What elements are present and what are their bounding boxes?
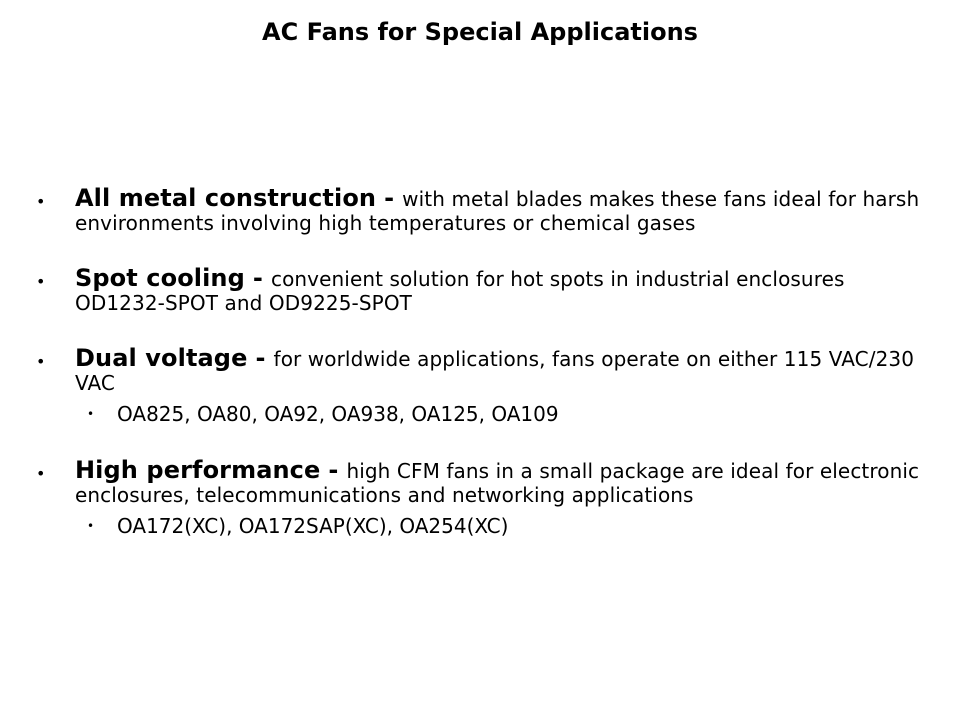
sub-bullet-list bbox=[75, 513, 926, 539]
bullet-text: high CFM fans in a small package are ideal for electronic enclosures, telecommunications and networking applications bbox=[75, 459, 920, 507]
sub-bullet-icon: • bbox=[87, 519, 95, 533]
bullet-separator: - bbox=[384, 184, 395, 212]
bullet-icon: • bbox=[36, 272, 46, 291]
sub-bullet-item bbox=[75, 513, 926, 539]
sub-bullet-item bbox=[75, 401, 926, 427]
sub-bullet-icon: • bbox=[87, 407, 95, 421]
bullet-body bbox=[75, 266, 926, 315]
sub-bullet-list bbox=[75, 401, 926, 427]
bullet-icon: • bbox=[36, 192, 46, 211]
bullet-text: for worldwide applications, fans operate on either 115 VAC/230 VAC bbox=[75, 347, 915, 395]
bullet-body bbox=[75, 186, 926, 235]
bullet-separator: - bbox=[255, 344, 266, 372]
bullet-item-high-performance bbox=[36, 458, 926, 539]
sub-bullet-text: OA825, OA80, OA92, OA938, OA125, OA109 bbox=[117, 402, 559, 426]
slide-title: AC Fans for Special Applications bbox=[262, 18, 698, 46]
sub-bullet-text: OA172(XC), OA172SAP(XC), OA254(XC) bbox=[117, 514, 509, 538]
bullet-item-spot-cooling bbox=[36, 266, 926, 315]
bullet-body bbox=[75, 346, 926, 395]
bullet-body bbox=[75, 458, 926, 507]
bullet-separator: - bbox=[252, 264, 263, 292]
bullet-separator: - bbox=[328, 456, 339, 484]
bullet-heading: Spot cooling bbox=[75, 264, 245, 292]
bullet-item-dual-voltage bbox=[36, 346, 926, 427]
bullet-icon: • bbox=[36, 464, 46, 483]
bullet-list bbox=[36, 186, 926, 539]
bullet-item-metal-construction bbox=[36, 186, 926, 235]
bullet-heading: All metal construction bbox=[75, 184, 377, 212]
bullet-icon: • bbox=[36, 352, 46, 371]
bullet-text: with metal blades makes these fans ideal for harsh environments involving high temperatures or chemical gases bbox=[75, 187, 920, 235]
bullet-text: convenient solution for hot spots in industrial enclosures OD1232-SPOT and OD9225-SPOT bbox=[75, 267, 845, 315]
bullet-heading: High performance bbox=[75, 456, 321, 484]
bullet-heading: Dual voltage bbox=[75, 344, 248, 372]
